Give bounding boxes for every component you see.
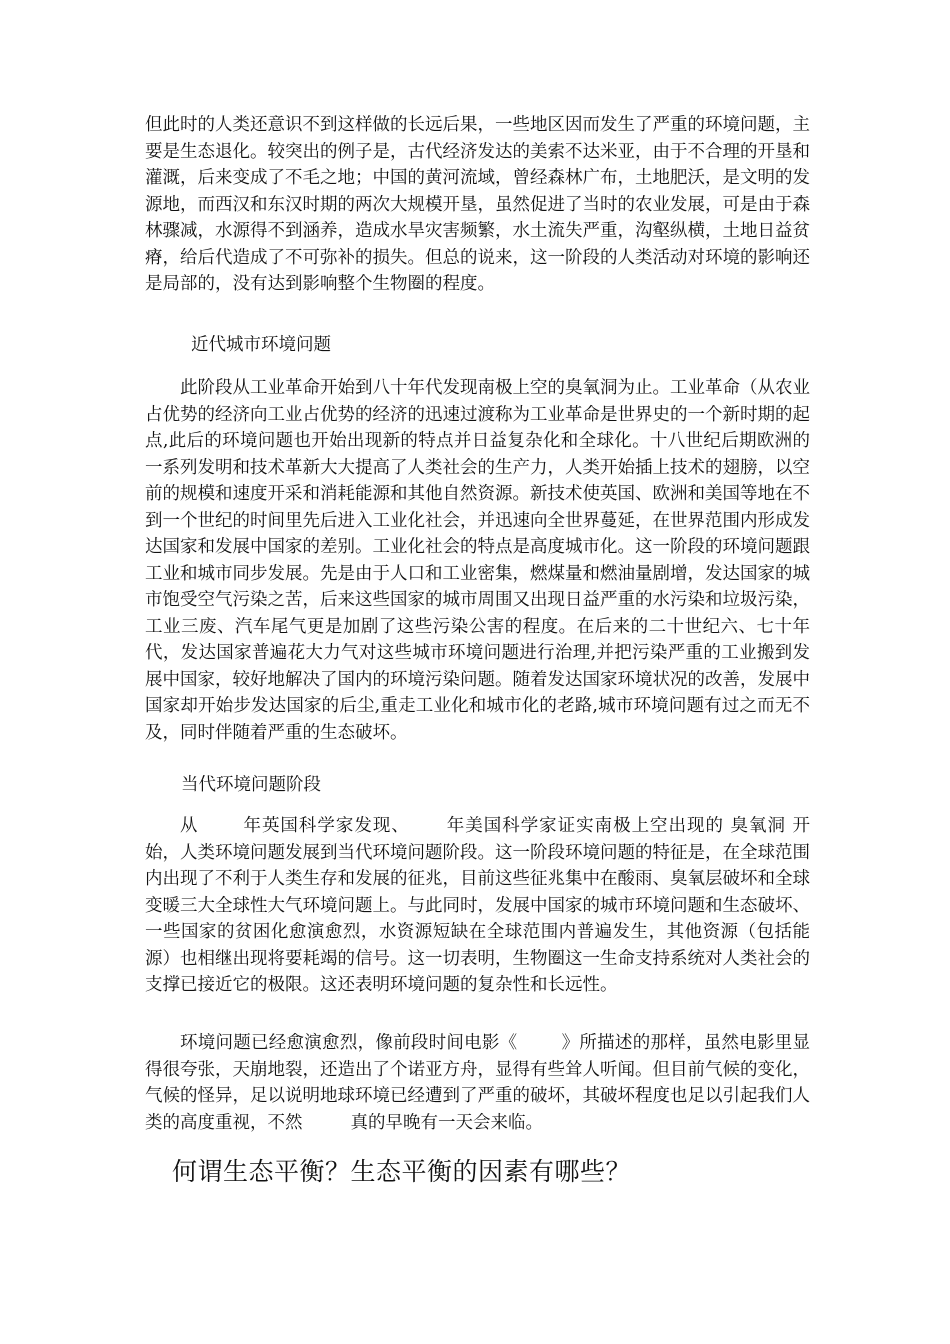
paragraph-movie-part-a: 环境问题已经愈演愈烈，像前段时间电影《	[180, 1033, 518, 1053]
section-heading-modern-urban: 近代城市环境问题	[191, 335, 331, 355]
paragraph-contemporary-issues	[145, 813, 810, 999]
paragraph-ancient-environment: 但此时的人类还意识不到这样做的长远后果，一些地区因而发生了严重的环境问题，主要是生态退化。较突出的例子是，古代经济发达的美索不达米亚，由于不合理的开垦和灌溉，后来变成了不毛之地；中国的黄河流域，曾经森林广布，土地肥沃，是文明的发源地，而西汉和东汉时期的两次大规模开垦，虽然促进了当时的农业发展，可是由于森林骤减，水源得不到涵养，造成水旱灾害频繁，水土流失严重，沟壑纵横，土地日益贫瘠，给后代造成了不可弥补的损失。但总的说来，这一阶段的人类活动对环境的影响还是局部的，没有达到影响整个生物圈的程度。	[145, 115, 810, 294]
paragraph-movie-part-c: 真的早晚有一天会来临。	[350, 1112, 543, 1133]
paragraph-contemporary-part-c: 年美国科学家证实南极上空出现的 臭氧洞 开始，人类环境问题发展到当代环境问题阶段。这一阶段环境问题的特征是，在全球范围内出现了不利于人类生存和发展的征兆，目前这些征兆集中在酸雨、臭氧层破坏和全球变暖三大全球性大气环境问题上。与此同时，发展中国家的城市环境问题和生态破坏、一些国家的贫困化愈演愈烈，水资源短缺在全球范围内普遍发生，其他资源（包括能源）也相继出现将要耗竭的信号。这一切表明，生物圈这一生命支持系统对人类社会的支撑已接近它的极限。这还表明环境问题的复杂性和长远性。	[145, 816, 811, 995]
paragraph-movie-reference	[145, 1030, 810, 1136]
question-heading-ecological-balance: 何谓生态平衡？生态平衡的因素有哪些？	[172, 1157, 632, 1186]
paragraph-movie-part-b: 》所描述的那样，虽然电影里显得很夸张，天崩地裂，还造出了个诺亚方舟，显得有些耸人听闻。但目前气候的变化，气候的怪异，足以说明地球环境已经遭到了严重的破坏，其破坏程度也足以引起我们人类的高度重视，不然	[145, 1033, 811, 1133]
section-heading-contemporary: 当代环境问题阶段	[181, 775, 321, 795]
paragraph-industrial-revolution: 此阶段从工业革命开始到八十年代发现南极上空的臭氧洞为止。工业革命（从农业占优势的经济向工业占优势的经济的迅速过渡称为工业革命是世界史的一个新时期的起点,此后的环境问题也开始出现新的特点并日益复杂化和全球化。十八世纪后期欧洲的一系列发明和技术革新大大提高了人类社会的生产力，人类开始插上技术的翅膀，以空前的规模和速度开采和消耗能源和其他自然资源。新技术使英国、欧洲和美国等地在不到一个世纪的时间里先后进入工业化社会，并迅速向全世界蔓延，在世界范围内形成发达国家和发展中国家的差别。工业化社会的特点是高度城市化。这一阶段的环境问题跟工业和城市同步发展。先是由于人口和工业密集，燃煤量和燃油量剧增，发达国家的城市饱受空气污染之苦，后来这些国家的城市周围又出现日益严重的水污染和垃圾污染，工业三废、汽车尾气更是加剧了这些污染公害的程度。在后来的二十世纪六、七十年代，发达国家普遍花大力气对这些城市环境问题进行治理,并把污染严重的工业搬到发展中国家，较好地解决了国内的环境污染问题。随着发达国家环境状况的改善，发展中国家却开始步发达国家的后尘,重走工业化和城市化的老路,城市环境问题有过之而无不及，同时伴随着严重的生态破坏。	[145, 378, 810, 743]
paragraph-contemporary-part-b: 年英国科学家发现、	[242, 816, 410, 836]
paragraph-contemporary-part-a: 从	[180, 816, 199, 836]
